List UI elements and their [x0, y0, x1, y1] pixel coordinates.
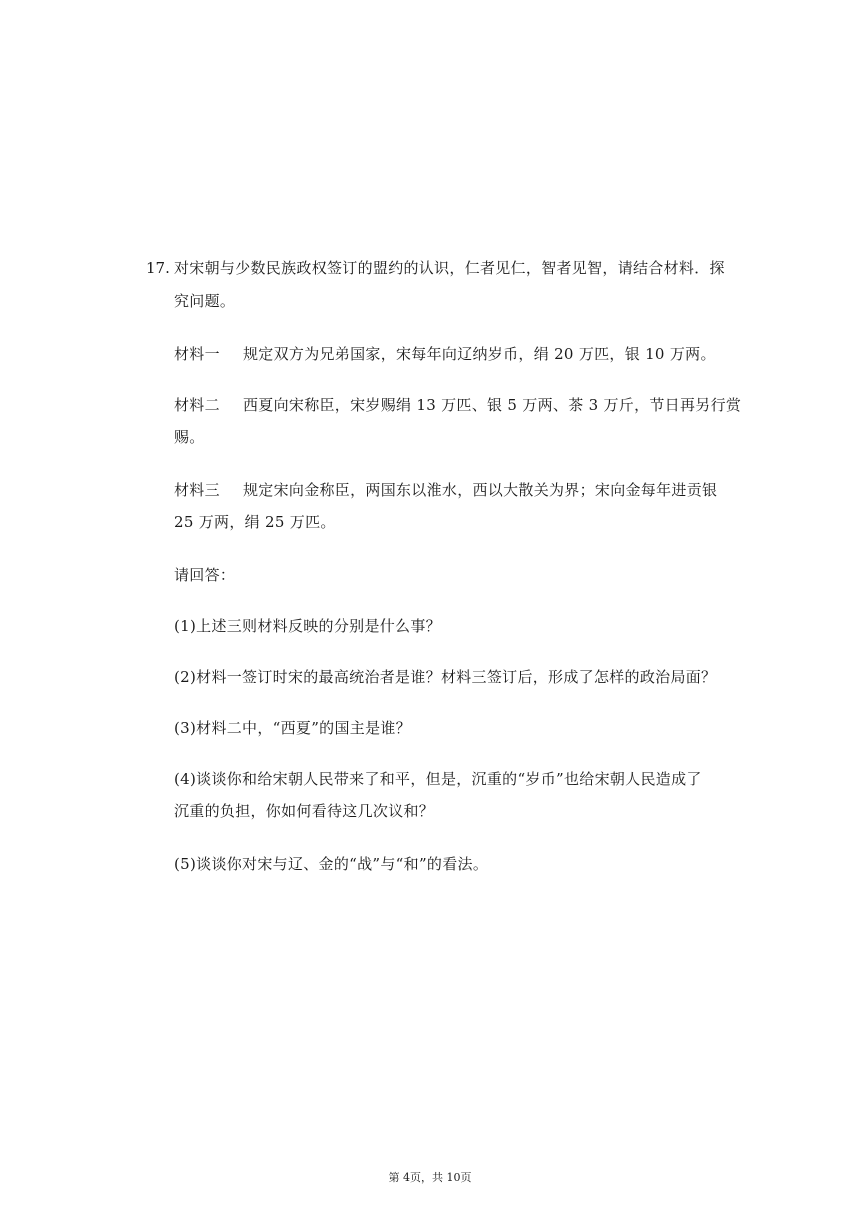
- question-stem-line-2: 究问题。: [174, 292, 236, 310]
- question-stem-line-1: 对宋朝与少数民族政权签订的盟约的认识，仁者见仁，智者见智，请结合材料．探: [174, 259, 725, 277]
- answer-prompt: 请回答：: [174, 566, 236, 584]
- material-3: [174, 480, 717, 500]
- sub-question-1: (1)上述三则材料反映的分别是什么事？: [174, 617, 441, 635]
- material-3-text: 规定宋向金称臣，两国东以淮水，西以大散关为界；宋向金每年进贡银: [243, 481, 718, 499]
- sub-question-4-continuation: 沉重的负担，你如何看待这几次议和？: [174, 802, 435, 820]
- material-3-label: 材料三: [174, 481, 220, 499]
- page-footer: 第 4页，共 10页: [388, 1171, 472, 1184]
- sub-question-3: (3)材料二中，“西夏”的国主是谁？: [174, 719, 411, 737]
- material-3-continuation: 25 万两，绢 25 万匹。: [174, 513, 336, 531]
- material-2: [174, 395, 741, 415]
- material-1-text: 规定双方为兄弟国家，宋每年向辽纳岁币，绢 20 万匹，银 10 万两。: [243, 345, 716, 363]
- question-number: 17.: [146, 259, 170, 277]
- material-2-continuation: 赐。: [174, 428, 205, 446]
- material-1: [174, 344, 716, 364]
- sub-question-4: (4)谈谈你和给宋朝人民带来了和平，但是，沉重的“岁币”也给宋朝人民造成了: [174, 770, 702, 788]
- sub-question-2: (2)材料一签订时宋的最高统治者是谁？材料三签订后，形成了怎样的政治局面？: [174, 668, 717, 686]
- material-2-label: 材料二: [174, 396, 220, 414]
- sub-question-5: (5)谈谈你对宋与辽、金的“战”与“和”的看法。: [174, 855, 489, 873]
- material-2-text: 西夏向宋称臣，宋岁赐绢 13 万匹、银 5 万两、茶 3 万斤，节日再另行赏: [243, 396, 742, 414]
- material-1-label: 材料一: [174, 345, 220, 363]
